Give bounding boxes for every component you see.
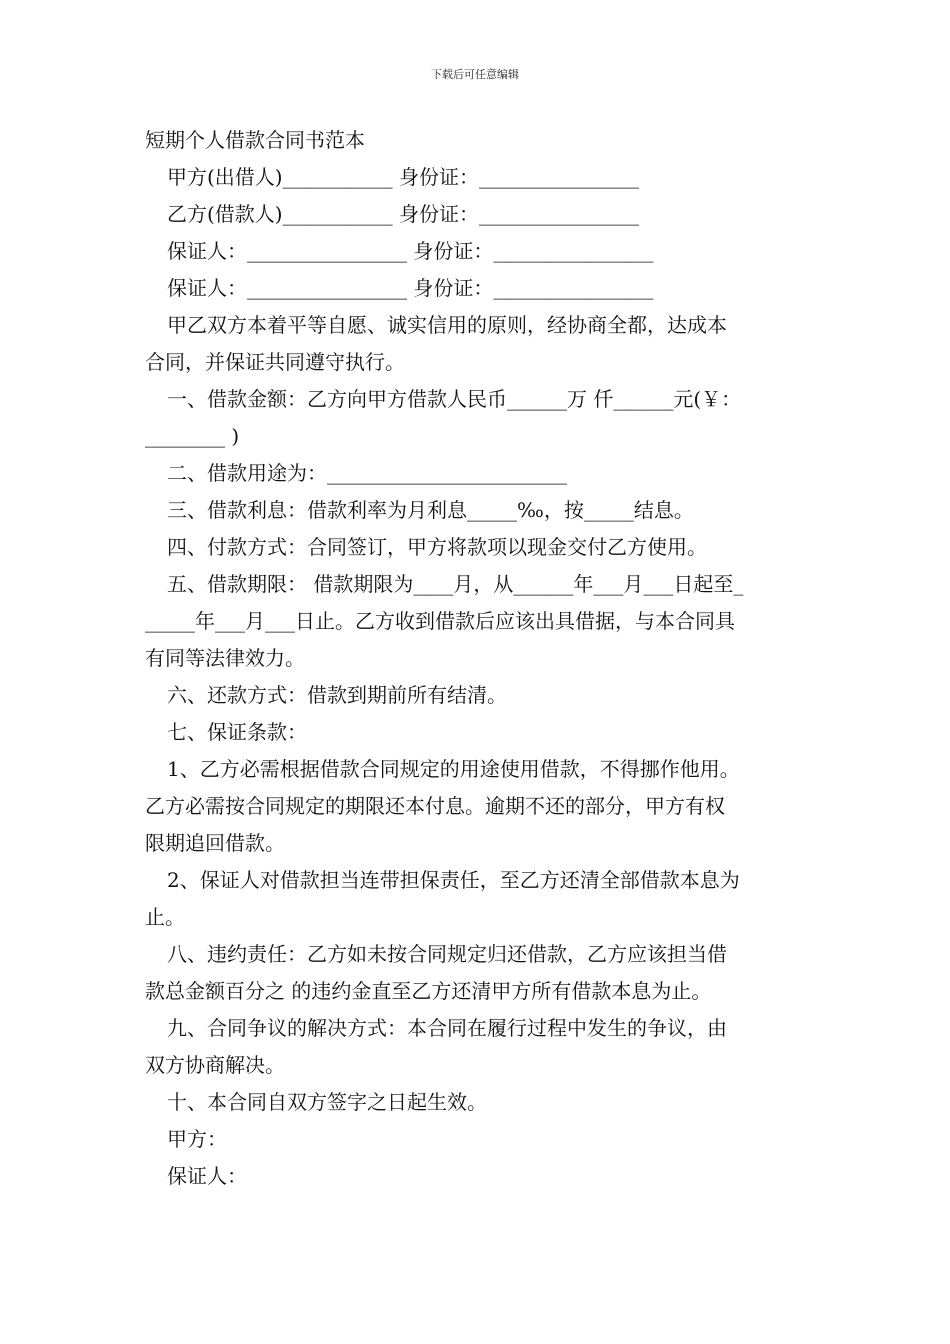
clause-5-line-1: 五、借款期限： 借款期限为____月，从______年___月___日起至_: [167, 572, 744, 596]
contract-body: [145, 122, 810, 1195]
clause-9-line-2: 双方协商解决。: [145, 1053, 285, 1077]
clause-7-heading: 七、保证条款：: [167, 720, 307, 744]
clause-7-2-line-1: 2、保证人对借款担当连带担保责任，至乙方还清全部借款本息为: [167, 868, 740, 892]
party-a-line: 甲方(出借人)___________ 身份证：________________: [167, 165, 639, 189]
clause-7-1-line-1: 1、乙方必需根据借款合同规定的用途使用借款，不得挪作他用。: [167, 757, 740, 781]
page-header-note: 下载后可任意编辑: [431, 68, 519, 81]
clause-7-2-line-2: 止。: [145, 905, 185, 929]
clause-1-line-2: ________ ): [145, 424, 240, 448]
clause-9-line-1: 九、合同争议的解决方式：本合同在履行过程中发生的争议，由: [167, 1016, 727, 1040]
clause-7-1-line-3: 限期追回借款。: [145, 831, 285, 855]
clause-7-1-line-2: 乙方必需按合同规定的期限还本付息。逾期不还的部分，甲方有权: [145, 794, 725, 818]
clause-10: 十、本合同自双方签字之日起生效。: [167, 1090, 487, 1114]
clause-3: 三、借款利息：借款利率为月利息_____‰，按_____结息。: [167, 498, 694, 522]
clause-4: 四、付款方式：合同签订，甲方将款项以现金交付乙方使用。: [167, 535, 707, 559]
signature-guarantor: 保证人：: [167, 1164, 247, 1188]
clause-6: 六、还款方式：借款到期前所有结清。: [167, 683, 507, 707]
intro-line-1: 甲乙双方本着平等自愿、诚实信用的原则，经协商全都，达成本: [167, 313, 727, 337]
document-title: 短期个人借款合同书范本: [145, 128, 365, 152]
guarantor-line-2: 保证人：________________ 身份证：________________: [167, 276, 654, 300]
guarantor-line-1: 保证人：________________ 身份证：________________: [167, 239, 654, 263]
intro-line-2: 合同，并保证共同遵守执行。: [145, 350, 405, 374]
clause-5-line-2: _____年___月___日止。乙方收到借款后应该出具借据，与本合同具: [145, 609, 735, 633]
clause-5-line-3: 有同等法律效力。: [145, 646, 305, 670]
signature-party-a: 甲方：: [167, 1127, 227, 1151]
clause-2: 二、借款用途为：________________________: [167, 461, 567, 485]
clause-8-line-1: 八、违约责任：乙方如未按合同规定归还借款，乙方应该担当借: [167, 942, 727, 966]
party-b-line: 乙方(借款人)___________ 身份证：________________: [167, 202, 639, 226]
clause-8-line-2: 款总金额百分之 的违约金直至乙方还清甲方所有借款本息为止。: [145, 979, 712, 1003]
clause-1-line-1: 一、借款金额：乙方向甲方借款人民币______万 仟______元(￥：: [167, 387, 742, 411]
